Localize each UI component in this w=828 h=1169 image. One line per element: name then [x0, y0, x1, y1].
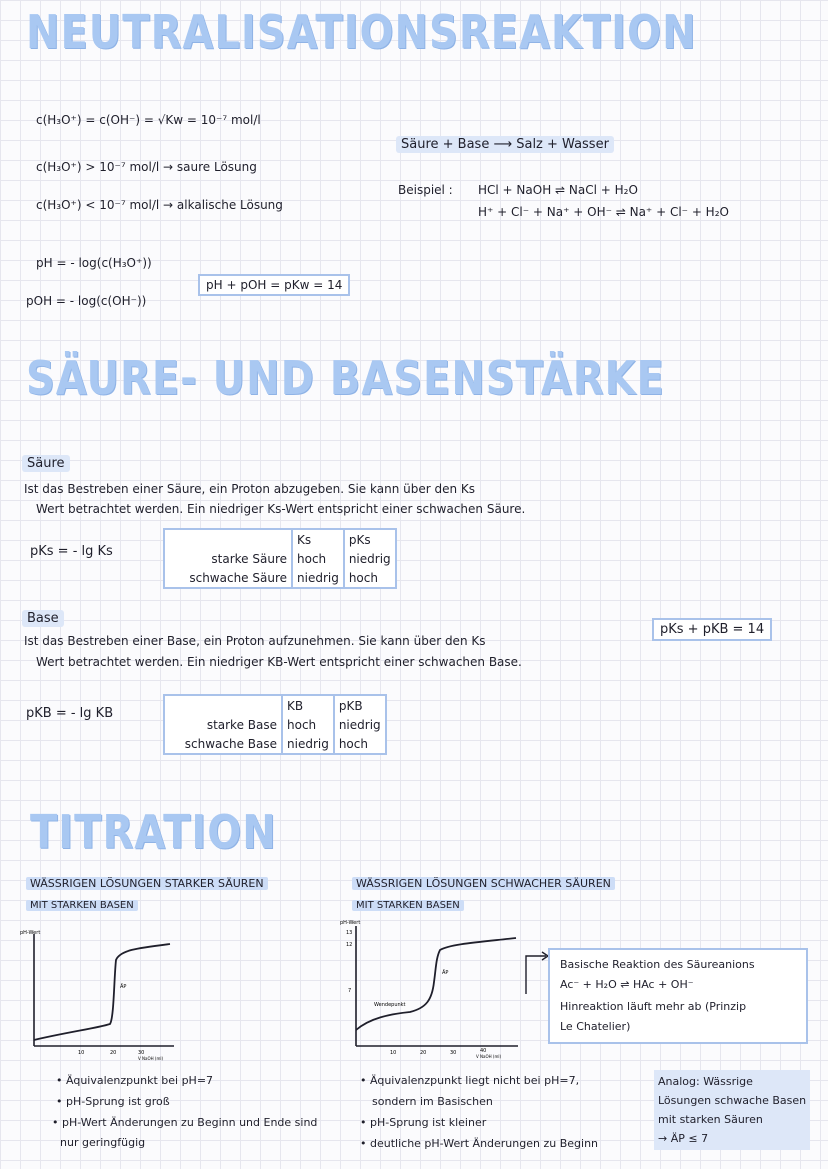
table-cell: hoch [348, 570, 378, 585]
y-tick: 7 [348, 988, 352, 994]
left-heading-line-2: MIT STARKEN BASEN [26, 900, 138, 911]
y-tick: 12 [346, 942, 353, 948]
note-line-3: Hinreaktion läuft mehr ab (Prinzip [560, 1000, 747, 1013]
table-header: pKs [348, 532, 371, 547]
table-cell: niedrig [348, 551, 391, 566]
table-row [164, 549, 396, 568]
table-row-label: starke Base [164, 715, 282, 734]
y-axis-label: pH-Wert [20, 930, 41, 936]
y-tick: 13 [346, 930, 353, 936]
x-tick: 30 [450, 1050, 457, 1056]
table-row-label: starke Säure [164, 549, 292, 568]
y-axis-label: pH-Wert [340, 920, 361, 926]
table-row [164, 715, 386, 734]
analog-note [654, 1070, 810, 1150]
analog-line-4: → ÄP ≤ 7 [658, 1132, 709, 1145]
left-bullet: • pH-Sprung ist groß [56, 1095, 170, 1108]
right-heading-line-2: MIT STARKEN BASEN [352, 900, 464, 911]
table-cell: hoch [282, 715, 334, 734]
table-cell: niedrig [338, 717, 381, 732]
pkb-formula: pKB = - lg KB [26, 706, 114, 721]
x-tick: 10 [390, 1050, 397, 1056]
table-cell: niedrig [282, 734, 334, 754]
equation-acidic: c(H₃O⁺) > 10⁻⁷ mol/l → saure Lösung [36, 160, 257, 174]
reaction-scheme: Säure + Base ⟶ Salz + Wasser [396, 136, 614, 153]
example-line-2: H⁺ + Cl⁻ + Na⁺ + OH⁻ ⇌ Na⁺ + Cl⁻ + H₂O [478, 205, 729, 219]
note-box [548, 948, 808, 1044]
table-cell: hoch [338, 736, 368, 751]
analog-line-1: Analog: Wässrige [658, 1075, 753, 1088]
section-title-neutralisation: NEUTRALISATIONSREAKTION [26, 6, 697, 60]
weak-acid-titration-graph [340, 918, 520, 1058]
left-bullet: • pH-Wert Änderungen zu Beginn und Ende sind [52, 1116, 317, 1129]
table-header: Ks [292, 529, 344, 549]
table-row-label: schwache Base [164, 734, 282, 754]
x-tick: 10 [78, 1050, 85, 1056]
equation-kw: c(H₃O⁺) = c(OH⁻) = √Kw = 10⁻⁷ mol/l [36, 113, 261, 127]
x-tick: 40 [480, 1048, 487, 1054]
table-cell: niedrig [292, 568, 344, 588]
left-heading-line-1: WÄSSRIGEN LÖSUNGEN STARKER SÄUREN [26, 877, 268, 890]
example-line-1: HCl + NaOH ⇌ NaCl + H₂O [478, 183, 638, 197]
acid-text-line-2: Wert betrachtet werden. Ein niedriger Ks-Wert entspricht einer schwachen Säure. [36, 502, 526, 516]
strong-acid-titration-graph [18, 928, 178, 1061]
pks-formula: pKs = - lg Ks [30, 544, 113, 559]
note-line-1: Basische Reaktion des Säureanions [560, 958, 755, 971]
pks-pkb-sum-box: pKs + pKB = 14 [652, 618, 772, 641]
section-title-acid-base-strength: SÄURE- UND BASENSTÄRKE [26, 352, 665, 406]
table-header-row [164, 695, 386, 715]
acid-text-line-1: Ist das Bestreben einer Säure, ein Proton abzugeben. Sie kann über den Ks [24, 482, 476, 496]
note-line-2: Ac⁻ + H₂O ⇌ HAc + OH⁻ [560, 978, 694, 991]
table-header-row [164, 529, 396, 549]
left-bullet-continuation: nur geringfügig [60, 1136, 146, 1149]
base-strength-table [163, 694, 387, 755]
x-axis-label: V NaOH (ml) [138, 1056, 164, 1061]
right-bullet: • deutliche pH-Wert Änderungen zu Beginn [360, 1137, 598, 1150]
equation-sum-box: pH + pOH = pKw = 14 [198, 274, 350, 296]
equivalence-point-label: ÄP [120, 984, 127, 990]
note-line-4: Le Chatelier) [560, 1020, 631, 1033]
x-tick: 30 [138, 1050, 145, 1056]
equation-poh: pOH = - log(c(OH⁻)) [26, 294, 147, 308]
right-heading-line-1: WÄSSRIGEN LÖSUNGEN SCHWACHER SÄUREN [352, 877, 615, 890]
table-corner [164, 695, 282, 715]
section-title-titration: TITRATION [30, 806, 277, 860]
table-row [164, 568, 396, 588]
equivalence-point-label: ÄP [442, 970, 449, 976]
table-header: pKB [338, 698, 363, 713]
half-equivalence-label: Wendepunkt [374, 1002, 406, 1008]
example-label: Beispiel : [398, 183, 453, 197]
acid-heading: Säure [22, 455, 70, 472]
analog-line-2: Lösungen schwache Basen [658, 1094, 807, 1107]
right-bullet: • Äquivalenzpunkt liegt nicht bei pH=7, [360, 1074, 579, 1087]
x-tick: 20 [420, 1050, 427, 1056]
base-heading: Base [22, 610, 64, 627]
right-bullet-continuation: sondern im Basischen [372, 1095, 493, 1108]
table-corner [164, 529, 292, 549]
analog-line-3: mit starken Säuren [658, 1113, 763, 1126]
table-header: KB [282, 695, 334, 715]
left-bullet: • Äquivalenzpunkt bei pH=7 [56, 1074, 213, 1087]
equation-alkaline: c(H₃O⁺) < 10⁻⁷ mol/l → alkalische Lösung [36, 198, 283, 212]
base-text-line-2: Wert betrachtet werden. Ein niedriger KB-Wert entspricht einer schwachen Base. [36, 655, 522, 669]
table-row [164, 734, 386, 754]
right-bullet: • pH-Sprung ist kleiner [360, 1116, 486, 1129]
acid-strength-table [163, 528, 397, 589]
equation-ph: pH = - log(c(H₃O⁺)) [36, 256, 152, 270]
table-row-label: schwache Säure [164, 568, 292, 588]
x-tick: 20 [110, 1050, 117, 1056]
table-cell: hoch [292, 549, 344, 568]
base-text-line-1: Ist das Bestreben einer Base, ein Proton aufzunehmen. Sie kann über den Ks [24, 634, 486, 648]
x-axis-label: V NaOH (ml) [476, 1054, 502, 1059]
